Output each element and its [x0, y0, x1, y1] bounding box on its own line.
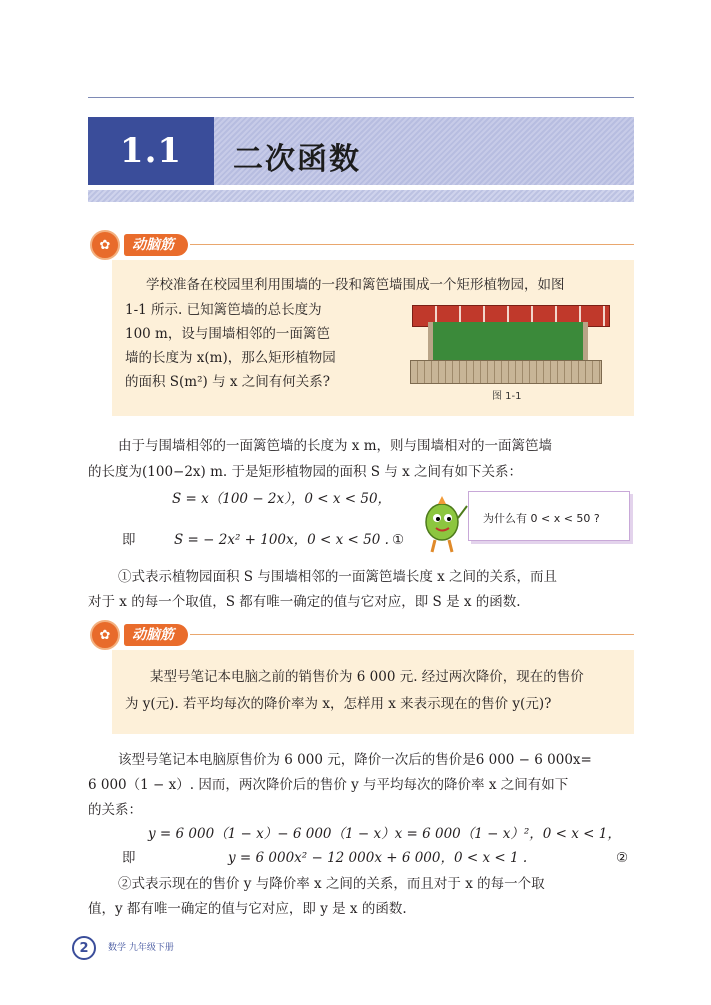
section-title: 二次函数	[233, 142, 361, 177]
body1-eq1: S = x（100 − 2x），0 < x < 50，	[172, 491, 392, 507]
body2-eq2-prefix: 即	[122, 850, 136, 866]
body1-line2: 的长度为(100−2x) m. 于是矩形植物园的面积 S 与 x 之间有如下关系：	[88, 464, 523, 480]
section-number: 1.1	[88, 117, 214, 185]
figure-caption: 图 1-1	[492, 391, 522, 402]
think1-line4: 墙的长度为 x(m)，那么矩形植物园	[125, 350, 336, 366]
think1-line3: 100 m，设与围墙相邻的一面篱笆	[125, 326, 330, 342]
gear-icon: ✿	[90, 620, 120, 650]
body2-line5: 值，y 都有唯一确定的值与它对应，即 y 是 x 的函数.	[88, 901, 407, 917]
figure-fence	[410, 360, 602, 384]
body2-eq2: y = 6 000x² − 12 000x + 6 000，0 < x < 1 .	[228, 850, 528, 866]
think-label-2: 动脑筋	[124, 624, 188, 646]
mascot-icon	[420, 496, 470, 556]
figure-lawn	[428, 322, 588, 362]
think-badge-1	[90, 230, 188, 260]
body1-eq2-prefix: 即	[122, 532, 136, 548]
body1-line4: 对于 x 的每一个取值，S 都有唯一确定的值与它对应，即 S 是 x 的函数.	[88, 594, 521, 610]
think1-line5: 的面积 S(m²) 与 x 之间有何关系?	[125, 374, 331, 390]
gear-icon: ✿	[90, 230, 120, 260]
think2-line1: 某型号笔记本电脑之前的销售价为 6 000 元. 经过两次降价，现在的售价	[150, 669, 584, 685]
think1-line1: 学校准备在校园里利用围墙的一段和篱笆墙围成一个矩形植物园，如图	[146, 277, 565, 293]
body2-eq2-tag: ②	[616, 850, 629, 866]
body1-line1: 由于与围墙相邻的一面篱笆墙的长度为 x m，则与围墙相对的一面篱笆墙	[118, 438, 552, 454]
think-divider-1	[190, 244, 634, 245]
page-number: 2	[72, 936, 96, 960]
think2-line2: 为 y(元). 若平均每次的降价率为 x，怎样用 x 来表示现在的售价 y(元)?	[125, 696, 552, 712]
question-callout	[468, 491, 630, 541]
section-underbar	[88, 190, 634, 202]
think-badge-2	[90, 620, 188, 650]
body1-eq2-tag: ①	[392, 532, 405, 548]
body2-line1: 该型号笔记本电脑原售价为 6 000 元，降价一次后的售价是6 000 − 6 000x=	[118, 752, 592, 768]
think-divider-2	[190, 634, 634, 635]
body2-eq1: y = 6 000（1 − x）− 6 000（1 − x）x = 6 000（1 − x）²，0 < x < 1，	[148, 826, 621, 842]
think1-line2: 1-1 所示. 已知篱笆墙的总长度为	[125, 302, 322, 318]
think-label-1: 动脑筋	[124, 234, 188, 256]
body1-eq2: S = − 2x² + 100x，0 < x < 50 .	[174, 532, 389, 548]
callout-text: 为什么有 0 < x < 50 ?	[483, 512, 600, 525]
body2-line4: ②式表示现在的售价 y 与降价率 x 之间的关系，而且对于 x 的每一个取	[118, 876, 545, 892]
footer-book-title: 数学 九年级下册	[108, 943, 174, 953]
body1-line3: ①式表示植物园面积 S 与围墙相邻的一面篱笆墙长度 x 之间的关系，而且	[118, 569, 558, 585]
top-rule	[88, 97, 634, 98]
body2-line3: 的关系：	[88, 802, 142, 818]
body2-line2: 6 000（1 − x）. 因而，两次降价后的售价 y 与平均每次的降价率 x 之间有如下	[88, 777, 569, 793]
